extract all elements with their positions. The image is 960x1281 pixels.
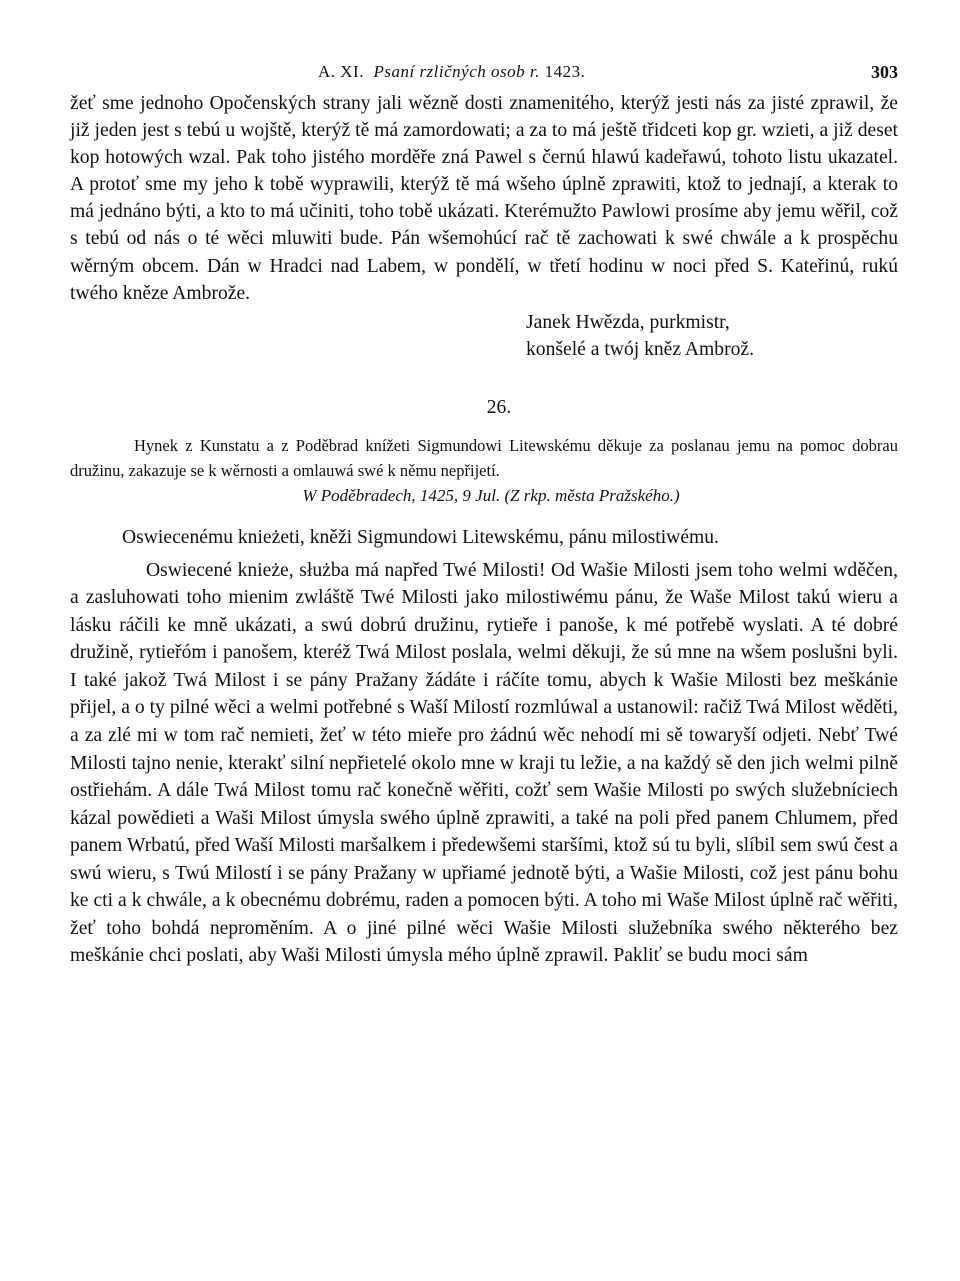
continued-paragraph: žeť sme jednoho Opočenských strany jali wězně dosti znamenitého, kterýž jesti nás za jisté zprawil, že již jeden jest s tebú u wojště, kterýž tě má zamordowati; a za to má ještě třidceti kop gr. wzieti, a již deset kop hotowých wzal. Pak toho jistého morděře zná Pawel s černú hlawú kadeřawú, tohoto listu ukazatel. A protoť sme my jeho k tobě wyprawili, kterýž tě má wšeho úplně zprawiti, ktož to jednají, a kterak to má jednáno býti, a kto to má učiniti, toho tobě ukázati. Kterémužto Pawlowi prosíme aby jemu wěřil, což s tebú od nás o té wěci mluwiti bude. Pán wšemohúcí rač tě zachowati k swé chwále a k prospěchu wěrným obcem. Dán w Hradci nad Labem, w pondělí, w třetí hodinu w noci před S. Kateřinú, rukú twého kněze Ambrože. [70,93,898,304]
running-title [318,62,585,82]
page-number: 303 [871,62,898,82]
address-line: Oswiecenému knieżeti, kněži Sigmundowi Litewskému, pánu milostiwému. [122,526,719,548]
document-regest: Hynek z Kunstatu a z Poděbrad knížeti Sigmundowi Litewskému děkuje za poslanau jemu na pomoc dobrau družinu, zakazuje se k wěrnosti a omlauwá swé k němu nepřijetí. [70,435,898,480]
running-head [70,58,898,90]
signature-line-1: Janek Hwězda, purkmistr, [526,311,730,333]
page [70,58,898,970]
running-title-italic: Psaní rzličných osob r. [373,62,540,81]
running-title-year: 1423. [544,62,586,81]
letter-body: Oswiecené knieże, służba má napřed Twé Milosti! Od Wašie Milosti jsem toho welmi wděčen, a zasluhowati toho mienim zwláště Twé Milosti jako milostiwému pánu, že Wašе Milost takú wieru a lásku ráčili ke mně ukázati, a swú dobrú družinu, rytieře i panoše, k mé potřebě wyslati. A té dobré družině, rytieřóm i panošem, kteréž Twá Milost poslala, welmi děkuji, že sú mne na wšem poslušni byli. I také jakož Twá Milost i se pány Pražany žádáte i ráčíte tomu, abych k Wašie Milosti bez meškánie přijel, a o ty pilné wěci a welmi potřebné s Waší Milostí rozmlúwal a ustanowil: račiž Twá Milost wěděti, a za zlé mi w tom rač nemieti, žeť w této mieře pro żádnú wěc nehodí mi sě towaryší odjeti. Nebť Twé Milosti tajno nenie, kterakť silní nepřietelé okolo mne w kraji tu ležie, a na každý sě den jich welmi pilně ostřiehám. A dále Twá Milost tomu rač konečně wěřiti, cožť sem Wašie Milosti po swých služebníciech kázal powědieti a Waši Milost úmysla swého úplně zprawiti, a také na poli před panem Chlumem, před panem Wrbatú, před Waší Milosti maršalkem i předewšemi staršími, ktož sú tu byli, slíbil sem swú čest a swú wieru, s Twú Milostí i se pány Pražany w upřiamé jednotě býti, a Wašie Milosti, což jest pánu bohu ke cti a k chwále, a k obecnému dobrému, raden a pomocen býti. A toho mi Wašе Milost úplně rač wěřiti, žeť toho bohdá neproměním. A o jiné pilné wěci Wašie Milosti služebníka swého některého bez meškánie chci poslati, aby Waši Milosti úmysla mého úplně zprawil. Pakliť se budu moci sám [70,559,898,967]
signature-block [526,309,898,363]
source-note: W Poděbradech, 1425, 9 Jul. (Z rkp. města Pražského.) [302,485,680,505]
running-title-section: A. XI. [318,62,364,81]
document-number: 26. [486,396,512,418]
signature-line-2: konšelé a twój kněz Ambrož. [526,338,754,360]
